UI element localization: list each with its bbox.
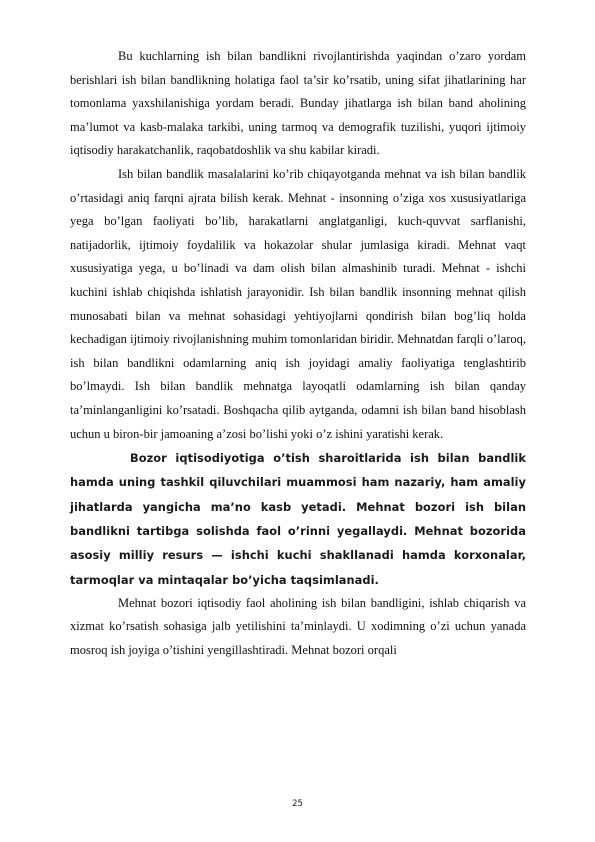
paragraph-2: Ish bilan bandlik masalalarini ko’rib chiqayotganda mehnat va ish bilan bandlik o’rtasidagi aniq farqni ajrata bilish kerak. Mehnat - insonning o’ziga xos xususiyatlariga yega bo’lgan faoliyati bo’lib, harakatlarni anglatganligi, kuch-quvvat sarflanishi, natijadorlik, ijtimoiy foydalilik va hokazolar shular jumlasiga kiradi. Mehnat vaqt xususiyatiga yega, u bo’linadi va dam olish bilan almashinib turadi. Mehnat - ishchi kuchini ishlab chiqishda ishlatish jarayonidir. Ish bilan bandlik insonning mehnat qilish munosabati bilan va mehnat sohasidagi yehtiyojlarni qondirish bilan bog’liq holda kechadigan ijtimoiy rivojlanishning muhim tomonlaridan biridir. Mehnatdan farqli o’laroq, ish bilan bandlikni odamlarning aniq ish joyidagi amaliy faoliyatiga tenglashtirib bo’lmaydi. Ish bilan bandlik mehnatga layoqatli odamlarning ish bilan qanday ta’minlanganligini ko’rsatadi. Boshqacha qilib aytganda, odamni ish bilan band hisoblash uchun u biron-bir jamoaning a’zosi bo’lishi yoki o’z ishini yaratishi kerak. (70, 166, 526, 441)
paragraph-4: Mehnat bozori iqtisodiy faol aholining ish bilan bandligini, ishlab chiqarish va xizmat ko’rsatish sohasiga jalb yetilishini ta’minlaydi. U xodimning o’zi uchun yanada mosroq ish joyiga o’tishini yengillashtiradi. Mehnat bozori orqali (70, 595, 526, 658)
paragraph-1: Bu kuchlarning ish bilan bandlikni rivojlantirishda yaqindan o’zaro yordam berishlari ish bilan bandlikning holatiga faol ta’sir ko’rsatib, uning sifat jihatlarining har tomonlama yaxshilanishiga yordam beradi. Bunday jihatlarga ish bilan band aholining ma’lumot va kasb-malaka tarkibi, uning tarmoq va demografik tuzilishi, yuqori ijtimoiy iqtisodiy harakatchanlik, raqobatdoshlik va shu kabilar kiradi. (70, 49, 526, 158)
document-body (70, 45, 526, 663)
paragraph-3-bold: Bozor iqtisodiyotiga o’tish sharoitlarida ish bilan bandlik hamda uning tashkil qiluvchilari muammosi ham nazariy, ham amaliy jihatlarda yangicha ma’no kasb yetadi. Mehnat bozori ish bilan bandlikni tartibga solishda faol o’rinni yegallaydi. Mehnat bozorida asosiy milliy resurs — ishchi kuchi shakllanadi hamda korxonalar, tarmoqlar va mintaqalar bo’yicha taqsimlanadi. (70, 451, 526, 587)
page-number: 25 (292, 799, 303, 809)
